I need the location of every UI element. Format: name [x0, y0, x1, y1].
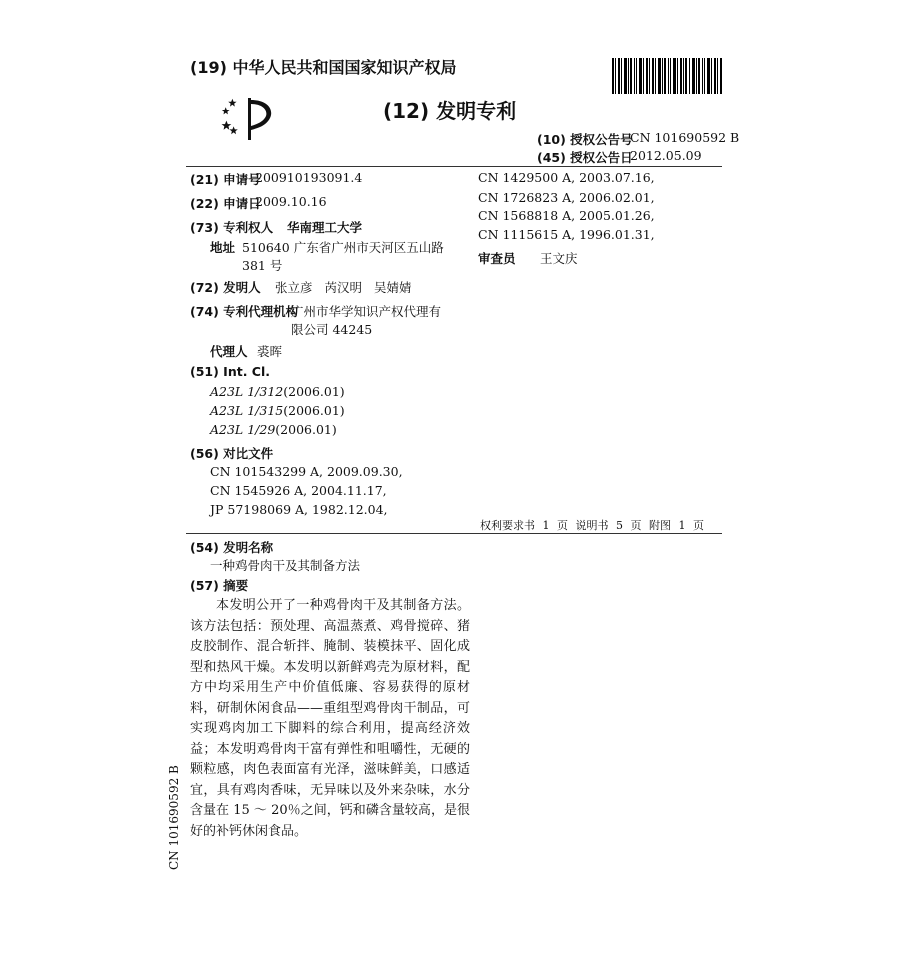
intcl-version: (2006.01): [283, 403, 345, 418]
reference-item: CN 1429500 A, 2003.07.16,: [478, 170, 655, 185]
grant-pub-no-label: (10) 授权公告号: [537, 132, 633, 147]
biblio-divider: [186, 533, 722, 534]
intcl-code: A23L 1/312: [210, 384, 284, 399]
address-line-2: 381 号: [242, 258, 283, 273]
agency-label: (74) 专利代理机构: [190, 304, 299, 319]
reference-item: CN 101543299 A, 2009.09.30,: [210, 464, 403, 479]
app-date-label: (22) 申请日: [190, 196, 261, 211]
address-label: 地址: [210, 240, 236, 255]
examiner: 王文庆: [540, 251, 578, 266]
agency-line-1: 广州市华学知识产权代理有: [291, 304, 442, 319]
address-line-1: 510640 广东省广州市天河区五山路: [242, 240, 444, 255]
agency-line-2: 限公司 44245: [291, 322, 373, 337]
office-name: (19) 中华人民共和国国家知识产权局: [190, 58, 457, 77]
side-publication-number: CN 101690592 B: [167, 765, 181, 870]
barcode: [612, 58, 722, 94]
reference-item: CN 1726823 A, 2006.02.01,: [478, 190, 655, 205]
app-date: 2009.10.16: [255, 194, 327, 209]
abstract-text: 本发明公开了一种鸡骨肉干及其制备方法。该方法包括：预处理、高温蒸煮、鸡骨搅碎、猪皮胶制作、混合斩拌、腌制、装模抹平、固化成型和热风干燥。本发明以新鲜鸡壳为原材料，配方中均采用生产中价值低廉、容易获得的原材料，研制休闲食品——重组型鸡骨肉干制品，可实现鸡肉加工下脚料的综合利用，提高经济效益；本发明鸡骨肉干富有弹性和咀嚼性，无硬的颗粒感，肉色表面富有光泽，滋味鲜美，口感适宜，具有鸡肉香味，无异味以及外来杂味，水分含量在 15 ～ 20％之间，钙和磷含量较高，是很好的补钙休闲食品。: [190, 598, 470, 839]
examiner-label: 审查员: [478, 251, 516, 266]
app-no-label: (21) 申请号: [190, 172, 261, 187]
abstract-body: [190, 596, 470, 842]
inventors: 张立彦 芮汉明 吴婧婧: [275, 280, 412, 295]
agent: 裘晖: [257, 344, 283, 359]
reference-item: CN 1545926 A, 2004.11.17,: [210, 483, 387, 498]
patent-office-logo: [218, 94, 280, 142]
patentee-label: (73) 专利权人: [190, 220, 274, 235]
intcl-code: A23L 1/29: [210, 422, 276, 437]
header-divider: [186, 166, 722, 167]
page-counts: 权利要求书 1 页 说明书 5 页 附图 1 页: [480, 519, 704, 532]
inventor-label: (72) 发明人: [190, 280, 261, 295]
app-no: 200910193091.4: [255, 170, 363, 185]
patentee: 华南理工大学: [287, 220, 363, 235]
invention-title: 一种鸡骨肉干及其制备方法: [210, 558, 361, 573]
grant-pub-no: CN 101690592 B: [630, 130, 740, 145]
intcl-version: (2006.01): [275, 422, 337, 437]
refs-label: (56) 对比文件: [190, 446, 274, 461]
reference-item: CN 1568818 A, 2005.01.26,: [478, 208, 655, 223]
grant-pub-date: 2012.05.09: [630, 148, 702, 163]
intcl-label: (51) Int. Cl.: [190, 364, 271, 379]
intcl-version: (2006.01): [283, 384, 345, 399]
reference-item: JP 57198069 A, 1982.12.04,: [210, 502, 388, 517]
intcl-entry: [210, 384, 345, 399]
intcl-entry: [210, 422, 337, 437]
agent-label: 代理人: [210, 344, 248, 359]
grant-pub-date-label: (45) 授权公告日: [537, 150, 633, 165]
abstract-label: (57) 摘要: [190, 578, 249, 593]
intcl-code: A23L 1/315: [210, 403, 284, 418]
reference-item: CN 1115615 A, 1996.01.31,: [478, 227, 655, 242]
title-label: (54) 发明名称: [190, 540, 274, 555]
document-type: (12) 发明专利: [383, 99, 517, 123]
intcl-entry: [210, 403, 345, 418]
